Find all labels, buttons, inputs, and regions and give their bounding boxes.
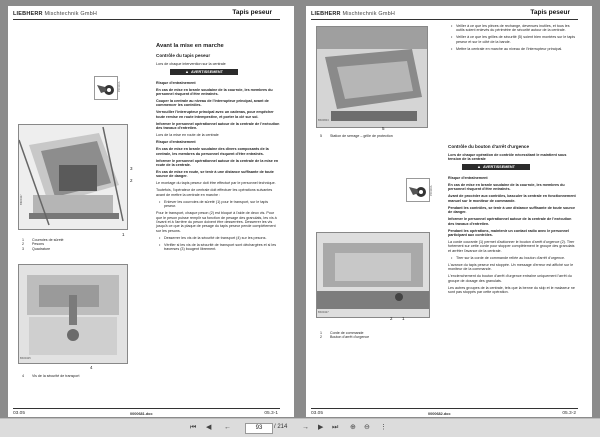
footer-doc: 0000682.doc	[428, 412, 451, 416]
brand-company: Mischtechnik GmbH	[44, 11, 98, 17]
footer-page-number: 05.3-2	[562, 411, 576, 416]
warning-instruction: Verrouiller l'interrupteur principal avec un cadenas, pour empêcher toute remise en route intempestive, et porter la clé sur soi.	[156, 110, 274, 119]
forward-arrow-icon[interactable]: →	[302, 424, 309, 431]
back-arrow-icon[interactable]: ←	[224, 424, 231, 431]
icon-code: P00110A	[430, 185, 433, 196]
left-page	[8, 6, 294, 417]
callout-1: 1	[122, 232, 125, 237]
footer-date: 03.05	[13, 411, 26, 416]
warning-label: AVERTISSEMENT	[190, 69, 223, 74]
figure-code: BK00427	[20, 194, 23, 205]
footer-rule	[13, 408, 280, 409]
legend-num: 2	[320, 335, 322, 340]
right-top-bullets	[448, 24, 578, 54]
legend-text: Pesons	[32, 242, 44, 247]
warning-body: En cas de mise en branle soudaine de la courroie, les membres du personnel risquent d'être entraînés.	[448, 182, 565, 192]
hand-roller-icon	[407, 179, 429, 201]
bullet-item: • Veiller à ce que les grilles de sécurité (5) soient bien montées sur le tapis peseur et sur le côté de la bande.	[448, 35, 578, 44]
body-paragraph: Le montage du tapis peseur doit être effectué par le personnel technique.	[156, 181, 276, 186]
body-paragraph: La corde courante (1) permet d'actionner le bouton d'arrêt d'urgence (2). Tirer fortement sur cette corde pour stopper complètement le groupe des granulats et arrêter l'avance de la centrale.	[448, 239, 575, 253]
header-rule	[311, 19, 578, 20]
figure-caption	[320, 134, 393, 138]
page-total: / 214	[274, 424, 288, 430]
hand-roller-icon	[95, 77, 117, 99]
brand-name: LIEBHERR	[13, 11, 43, 17]
bullet-item: • Enlever les courroies de sûreté (1) pour le transport, sur le tapis peseur.	[156, 200, 280, 209]
brand-name: LIEBHERR	[311, 11, 341, 17]
section-title: Contrôle du bouton d'arrêt d'urgence	[448, 144, 530, 149]
right-text-column	[448, 144, 578, 297]
transport-screw-photo	[18, 264, 128, 364]
page-header-title: Tapis peseur	[232, 9, 272, 16]
body-paragraph: Les autres groupes de la centrale, tels que la benne du skip et le malaxeur ne sont pas stoppés par cette opération.	[448, 285, 575, 294]
warning-body: En cas de mise en branle soudaine de la courroie, les membres du personnel risquent d'être entraînés.	[156, 87, 273, 96]
warning-triangle-icon: ▲	[477, 163, 481, 169]
brand-company: Mischtechnik GmbH	[342, 11, 396, 17]
warning-triangle-icon: ▲	[185, 68, 189, 74]
footer-page-number: 05.3-1	[264, 411, 278, 416]
caption-text: Vis de la sécurité de transport	[32, 374, 80, 378]
callout-5: 5	[382, 126, 385, 131]
callout-2: 2	[390, 316, 393, 321]
emergency-stop-photo	[316, 232, 430, 318]
legend-row	[22, 247, 64, 251]
right-page	[306, 6, 592, 417]
bullet-item: • Mettre la centrale en marche au niveau de l'interrupteur principal.	[448, 47, 578, 51]
warning-box	[170, 69, 238, 75]
safety-grid-photo	[316, 26, 428, 128]
footer-doc: 0000681.doc	[130, 412, 153, 416]
figure-legend	[22, 238, 64, 251]
body-paragraph: L'enclenchement du bouton d'arrêt d'urgence entraîne uniquement l'arrêt du groupe de dosage des granulats.	[448, 274, 572, 283]
emergency-stop-illustration	[317, 233, 429, 317]
warning-instruction: Informer le personnel opérationnel autour de la centrale de l'exécution des travaux d'entretien.	[156, 121, 280, 131]
bullet-item: • Desserrer les vis de la sécurité de transport (4) sur les pesons.	[156, 236, 280, 240]
legend-num: 2	[22, 242, 24, 247]
warning-banner	[156, 69, 280, 78]
warning-instruction: Pendant les opérations, maintenir un contact radio avec le personnel participant aux contrôles.	[448, 228, 569, 237]
footer-rule	[311, 408, 578, 409]
legend-text: Corde de commande	[330, 331, 364, 335]
caption-num: 5	[320, 134, 322, 138]
zoom-out-icon[interactable]: ⊖	[364, 424, 370, 431]
warning-instruction: Pendant les contrôles, se tenir à une distance suffisante de toute source de danger.	[448, 205, 576, 215]
warning-body: En cas de mise en branle soudaine des divers composants de la centrale, les membres du personnel risquent d'être entraînés.	[156, 147, 269, 156]
entanglement-hazard-icon	[406, 178, 430, 202]
transport-screw-illustration	[19, 265, 127, 363]
safety-grid-illustration	[317, 27, 427, 127]
subsection-title: Contrôle du tapis peseur	[156, 53, 211, 58]
body-paragraph: L'avance du tapis peseur est stoppée. Un message d'erreur est affiché sur le moniteur de la commande.	[448, 262, 574, 272]
body-paragraph: Toutefois, l'opérateur de centrale doit effectuer les opérations suivantes avant de mettre la centrale en marche :	[156, 188, 273, 197]
callout-4: 4	[90, 365, 93, 370]
warning-title: Risque d'entraînement	[448, 175, 488, 180]
callout-1: 1	[402, 316, 405, 321]
previous-page-icon[interactable]: ◀	[206, 424, 212, 431]
warning-instruction: Informer le personnel opérationnel autour de la centrale de la mise en route de la centrale.	[156, 158, 279, 167]
legend-num: 1	[320, 331, 322, 335]
legend-text: Courroies de sûreté	[32, 238, 64, 242]
brand-logo	[13, 11, 97, 17]
legend-num: 3	[22, 246, 24, 251]
caption-num: 4	[22, 374, 24, 378]
figure-code: BK00604	[318, 119, 329, 122]
zoom-in-icon[interactable]: ⊕	[350, 424, 356, 431]
figure-code: BK00427	[318, 311, 329, 314]
legend-row	[320, 335, 369, 339]
next-page-icon[interactable]: ▶	[318, 424, 324, 431]
intro-text: Lors de chaque opération de contrôle nécessitant le maintient sous tension de la centrale	[448, 152, 567, 161]
page-header-title: Tapis peseur	[530, 9, 570, 16]
section-title: Avant la mise en marche	[156, 43, 224, 49]
callout-3: 3	[130, 166, 133, 171]
first-page-icon[interactable]: ⏮	[190, 424, 197, 431]
warning-instruction: En cas de mise en route, se tenir à une distance suffisante de toute source de danger.	[156, 169, 274, 179]
viewer-toolbar	[0, 418, 600, 437]
entanglement-hazard-icon	[94, 76, 118, 100]
footer-date: 03.05	[311, 411, 324, 416]
figure-caption	[22, 374, 79, 378]
figure-code: BK00425	[20, 357, 31, 360]
last-page-icon[interactable]: ⏭	[332, 424, 339, 431]
brand-logo	[311, 11, 395, 17]
legend-text: Bouton d'arrêt d'urgence	[330, 335, 370, 340]
figure-legend	[320, 331, 369, 340]
warning-instruction: Avant de procéder aux contrôles, basculer la centrale en fonctionnement manuel sur le moniteur de commande.	[448, 194, 576, 203]
body-paragraph: Pour le transport, chaque peson (2) est bloqué à l'aide de deux vis. Pour que le peson puisse remplir sa fonction de pesage des granulats, les vis à l'avant et à l'arrière du peson doivent être desserrées. Desserrer les vis jusqu'à ce que la plaque de pesage du tapis peseur pende complètement sur les pesons.	[156, 211, 277, 233]
warning-box	[462, 164, 530, 170]
legend-num: 1	[22, 238, 24, 242]
bullet-item: • Veiller à ce que les pièces de rechange, devenues inutiles, et tous les outils soient enlevés du périmètre de sécurité autour de la centrale.	[448, 24, 578, 33]
toolbar-menu-icon[interactable]: ⋮	[380, 424, 387, 431]
bullet-item: • Tirer sur la corde de commande reliée au bouton d'arrêt d'urgence.	[448, 256, 578, 260]
header-rule	[13, 19, 280, 20]
warning-title: Risque d'entraînement	[156, 80, 196, 85]
intro-text: Lors de chaque intervention sur la centrale	[156, 61, 226, 66]
weighing-belt-illustration	[19, 125, 127, 229]
intro-text: Lors de la mise en route de la centrale	[156, 133, 219, 138]
weighing-belt-photo	[18, 124, 128, 230]
icon-code: P00110A	[118, 81, 121, 92]
warning-label: AVERTISSEMENT	[482, 164, 515, 169]
warning-instruction: Couper la centrale au niveau de l'interrupteur principal, avant de commencer les contrôles.	[156, 98, 269, 108]
warning-banner	[448, 164, 578, 173]
warning-title: Risque d'entraînement	[156, 140, 196, 145]
legend-text: Quadrature	[32, 246, 51, 251]
caption-text: Station de serrage – grille de protection	[330, 134, 393, 138]
page-number-input[interactable]: 93	[245, 423, 273, 434]
warning-instruction: Informer le personnel opérationnel autour de la centrale de l'exécution des travaux d'entretien.	[448, 217, 572, 226]
callout-2: 2	[130, 178, 133, 183]
bullet-item: • Vérifier si les vis de la sécurité de transport sont déchargées et si les traverses (3) bougent librement.	[156, 243, 280, 252]
left-text-column	[156, 43, 280, 254]
